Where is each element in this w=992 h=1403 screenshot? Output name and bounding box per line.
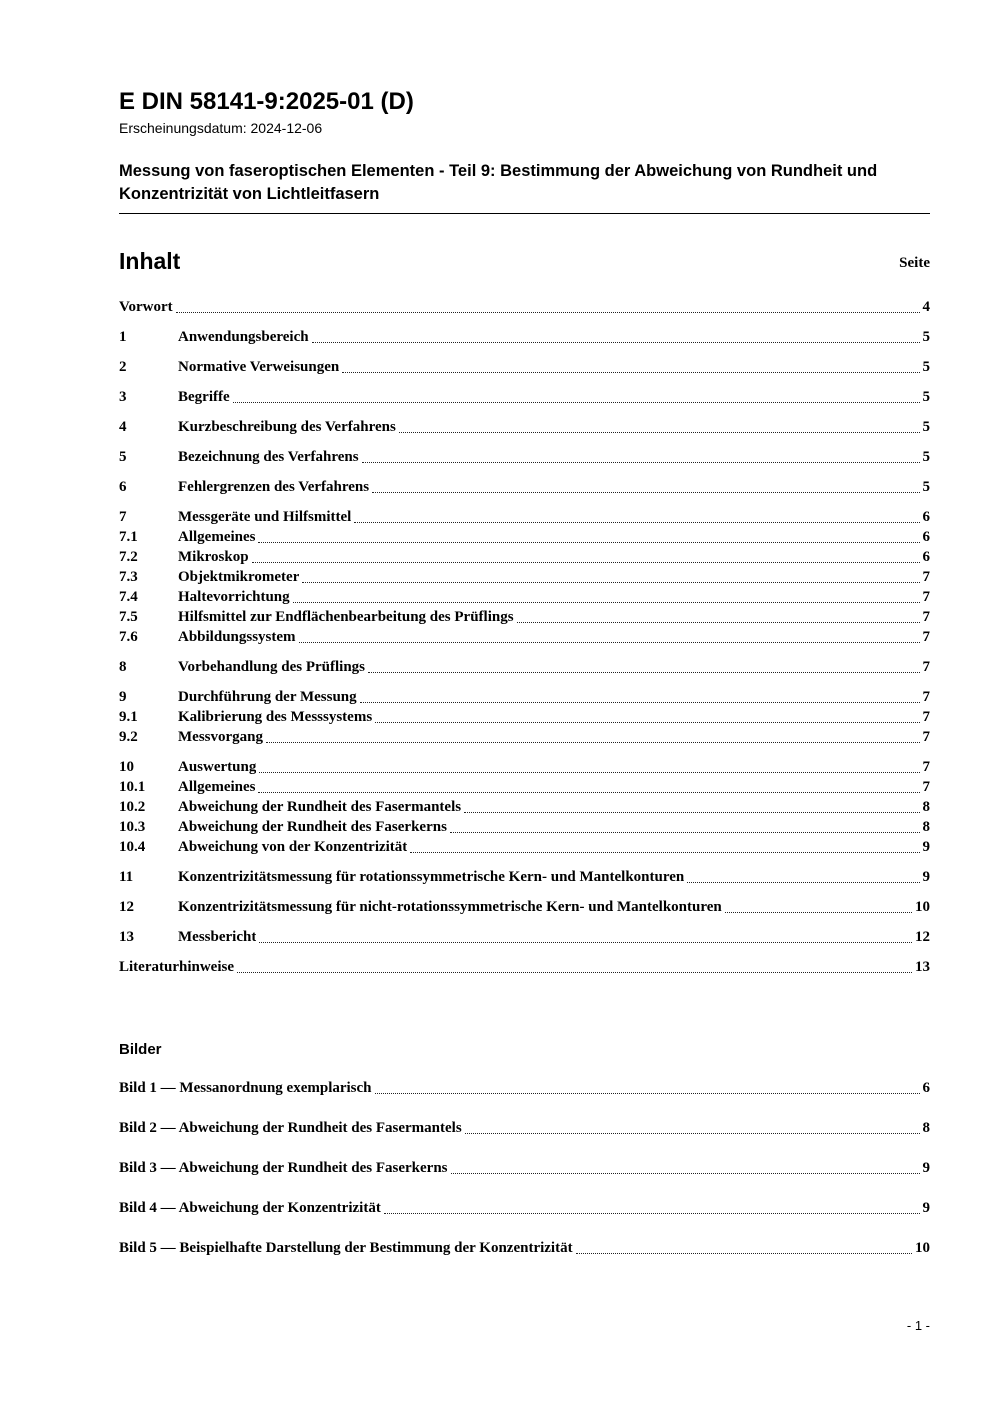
leader-dots: [360, 702, 920, 703]
leader-dots: [252, 562, 920, 563]
toc-entry-page: 8: [922, 818, 930, 835]
toc-entry: [119, 477, 930, 497]
toc-entry: [119, 927, 930, 947]
toc-entry-number: 7.1: [119, 528, 138, 545]
toc-entry-number: 10.2: [119, 798, 146, 815]
toc-entry-page: 7: [922, 608, 930, 625]
toc-entry-label: Konzentrizitätsmessung für nicht-rotationssymmetrische Kern- und Mantelkonturen: [178, 898, 722, 915]
toc-entry-number: 10.3: [119, 818, 146, 835]
page-number: - 1 -: [906, 1318, 930, 1333]
figure-entry-label: Bild 3 — Abweichung der Rundheit des Faserkerns: [119, 1159, 448, 1176]
toc-entry: [119, 657, 930, 677]
toc-entry: [119, 837, 930, 857]
toc-entry: [119, 567, 930, 587]
toc-entry: [119, 707, 930, 727]
toc-entry-page: 7: [922, 628, 930, 645]
leader-dots: [517, 622, 920, 623]
leader-dots: [451, 1173, 920, 1174]
leader-dots: [372, 492, 919, 493]
toc-entry: [119, 627, 930, 647]
toc-entry-page: 12: [915, 928, 930, 945]
toc-entry-page: 9: [922, 838, 930, 855]
figure-entry-label: Bild 1 — Messanordnung exemplarisch: [119, 1079, 372, 1096]
leader-dots: [259, 942, 912, 943]
figure-entry-page: 6: [922, 1079, 930, 1096]
toc-entry-number: 7.5: [119, 608, 138, 625]
figure-entry-label: Bild 2 — Abweichung der Rundheit des Fasermantels: [119, 1119, 462, 1136]
figure-entry-page: 9: [922, 1159, 930, 1176]
toc-entry-label: Messgeräte und Hilfsmittel: [178, 508, 352, 525]
toc-entry-page: 4: [922, 298, 930, 315]
toc-entry: [119, 527, 930, 547]
leader-dots: [293, 602, 920, 603]
leader-dots: [176, 312, 920, 313]
figure-entry: [119, 1078, 930, 1098]
toc-entry-page: 6: [922, 548, 930, 565]
figure-entry-page: 8: [922, 1119, 930, 1136]
leader-dots: [375, 722, 919, 723]
toc-entry-number: 7.3: [119, 568, 138, 585]
leader-dots: [312, 342, 920, 343]
leader-dots: [354, 522, 919, 523]
toc-entry-page: 5: [922, 388, 930, 405]
leader-dots: [465, 1133, 920, 1134]
toc-entry: [119, 447, 930, 467]
toc-entry: [119, 687, 930, 707]
release-date: Erscheinungsdatum: 2024-12-06: [119, 119, 323, 136]
toc-entry-number: 12: [119, 898, 134, 915]
leader-dots: [302, 582, 919, 583]
toc-entry-label: Allgemeines: [178, 778, 256, 795]
leader-dots: [342, 372, 919, 373]
page-column-label: Seite: [899, 254, 930, 271]
toc-entry-page: 7: [922, 568, 930, 585]
toc-entry-page: 7: [922, 778, 930, 795]
leader-dots: [266, 742, 920, 743]
toc-entry: [119, 507, 930, 527]
toc-entry-label: Abweichung der Rundheit des Fasermantels: [178, 798, 462, 815]
toc-entry: [119, 727, 930, 747]
figure-entry: [119, 1118, 930, 1138]
toc-entry-label: Messbericht: [178, 928, 257, 945]
toc-entry-page: 10: [915, 898, 930, 915]
toc-entry-number: 10.1: [119, 778, 146, 795]
toc-entry-page: 5: [922, 328, 930, 345]
toc-entry-page: 5: [922, 418, 930, 435]
figure-entry-label: Bild 5 — Beispielhafte Darstellung der Bestimmung der Konzentrizität: [119, 1239, 573, 1256]
toc-entry-number: 8: [119, 658, 127, 675]
figure-entry: [119, 1158, 930, 1178]
toc-entry-page: 7: [922, 658, 930, 675]
leader-dots: [258, 792, 919, 793]
toc-entry-number: 10: [119, 758, 134, 775]
toc-entry-label: Hilfsmittel zur Endflächenbearbeitung des Prüflings: [178, 608, 514, 625]
toc-entry: [119, 817, 930, 837]
toc-entry-label: Anwendungsbereich: [178, 328, 309, 345]
toc-entry-label: Auswertung: [178, 758, 257, 775]
figure-entry-page: 9: [922, 1199, 930, 1216]
toc-entry-number: 9: [119, 688, 127, 705]
toc-entry-page: 8: [922, 798, 930, 815]
toc-entry-page: 6: [922, 528, 930, 545]
toc-entry-number: 13: [119, 928, 134, 945]
toc-entry-number: 9.1: [119, 708, 138, 725]
leader-dots: [725, 912, 912, 913]
toc-entry-page: 6: [922, 508, 930, 525]
toc-entry-label: Fehlergrenzen des Verfahrens: [178, 478, 370, 495]
toc-entry-number: 4: [119, 418, 127, 435]
toc-entry-page: 7: [922, 588, 930, 605]
toc-entry-page: 7: [922, 728, 930, 745]
figure-entry: [119, 1238, 930, 1258]
toc-entry-number: 2: [119, 358, 127, 375]
leader-dots: [399, 432, 920, 433]
leader-dots: [384, 1213, 920, 1214]
document-number: E DIN 58141-9:2025-01 (D): [119, 88, 414, 115]
document-title: Messung von faseroptischen Elementen - Teil 9: Bestimmung der Abweichung von Rundheit und Konzentrizität von Lichtleitfasern: [119, 161, 878, 203]
toc-entry: [119, 547, 930, 567]
leader-dots: [299, 642, 920, 643]
toc-entry: [119, 897, 930, 917]
toc-entry-number: 1: [119, 328, 127, 345]
leader-dots: [576, 1253, 912, 1254]
toc-entry-label: Messvorgang: [178, 728, 263, 745]
leader-dots: [410, 852, 919, 853]
toc-entry-label: Abweichung von der Konzentrizität: [178, 838, 408, 855]
toc-heading: Inhalt: [119, 247, 181, 274]
toc-entry-label: Mikroskop: [178, 548, 249, 565]
leader-dots: [464, 812, 919, 813]
toc-entry-number: 9.2: [119, 728, 138, 745]
title-divider: [119, 213, 930, 214]
toc-entry-number: 6: [119, 478, 127, 495]
toc-entry: [119, 357, 930, 377]
toc-entry-label: Vorwort: [119, 298, 173, 315]
toc-entry: [119, 607, 930, 627]
toc-entry-number: 7.6: [119, 628, 138, 645]
leader-dots: [687, 882, 919, 883]
toc-entry-label: Literaturhinweise: [119, 958, 234, 975]
leader-dots: [450, 832, 920, 833]
leader-dots: [362, 462, 920, 463]
toc-entry: [119, 297, 930, 317]
toc-entry-page: 5: [922, 448, 930, 465]
toc-entry-label: Kalibrierung des Messsystems: [178, 708, 373, 725]
toc-entry-label: Durchführung der Messung: [178, 688, 357, 705]
leader-dots: [233, 402, 920, 403]
toc-entry: [119, 867, 930, 887]
toc-entry-label: Allgemeines: [178, 528, 256, 545]
toc-entry: [119, 797, 930, 817]
toc-entry-label: Objektmikrometer: [178, 568, 300, 585]
leader-dots: [375, 1093, 920, 1094]
toc-entry-label: Kurzbeschreibung des Verfahrens: [178, 418, 396, 435]
toc-entry-label: Begriffe: [178, 388, 230, 405]
toc-entry-number: 7.4: [119, 588, 138, 605]
toc-entry-page: 13: [915, 958, 930, 975]
toc-entry-label: Bezeichnung des Verfahrens: [178, 448, 359, 465]
figure-entry-label: Bild 4 — Abweichung der Konzentrizität: [119, 1199, 381, 1216]
toc-entry-page: 9: [922, 868, 930, 885]
toc-entry-number: 3: [119, 388, 127, 405]
toc-entry: [119, 417, 930, 437]
figures-heading: Bilder: [119, 1040, 162, 1058]
toc-entry-number: 5: [119, 448, 127, 465]
toc-entry: [119, 957, 930, 977]
toc-entry: [119, 587, 930, 607]
toc-entry-label: Abbildungssystem: [178, 628, 296, 645]
toc-entry-number: 10.4: [119, 838, 146, 855]
figures-list: [119, 1078, 930, 1258]
toc-entry: [119, 777, 930, 797]
toc-entry-page: 7: [922, 758, 930, 775]
toc-entry: [119, 327, 930, 347]
leader-dots: [368, 672, 919, 673]
leader-dots: [237, 972, 912, 973]
toc-entry-label: Konzentrizitätsmessung für rotationssymmetrische Kern- und Mantelkonturen: [178, 868, 685, 885]
toc-entry-number: 7: [119, 508, 127, 525]
leader-dots: [258, 542, 919, 543]
toc-entry: [119, 757, 930, 777]
figure-entry: [119, 1198, 930, 1218]
toc-entry-label: Haltevorrichtung: [178, 588, 290, 605]
figure-entry-page: 10: [915, 1239, 930, 1256]
toc-entry-page: 7: [922, 708, 930, 725]
toc-entry-number: 11: [119, 868, 134, 885]
toc-entry-label: Normative Verweisungen: [178, 358, 340, 375]
leader-dots: [259, 772, 919, 773]
toc-entry-label: Abweichung der Rundheit des Faserkerns: [178, 818, 447, 835]
toc-entry-label: Vorbehandlung des Prüflings: [178, 658, 366, 675]
toc-entry-number: 7.2: [119, 548, 138, 565]
toc-header: [119, 248, 930, 275]
toc-list: [119, 297, 930, 977]
toc-entry-page: 7: [922, 688, 930, 705]
toc-entry: [119, 387, 930, 407]
toc-entry-page: 5: [922, 358, 930, 375]
toc-entry-page: 5: [922, 478, 930, 495]
